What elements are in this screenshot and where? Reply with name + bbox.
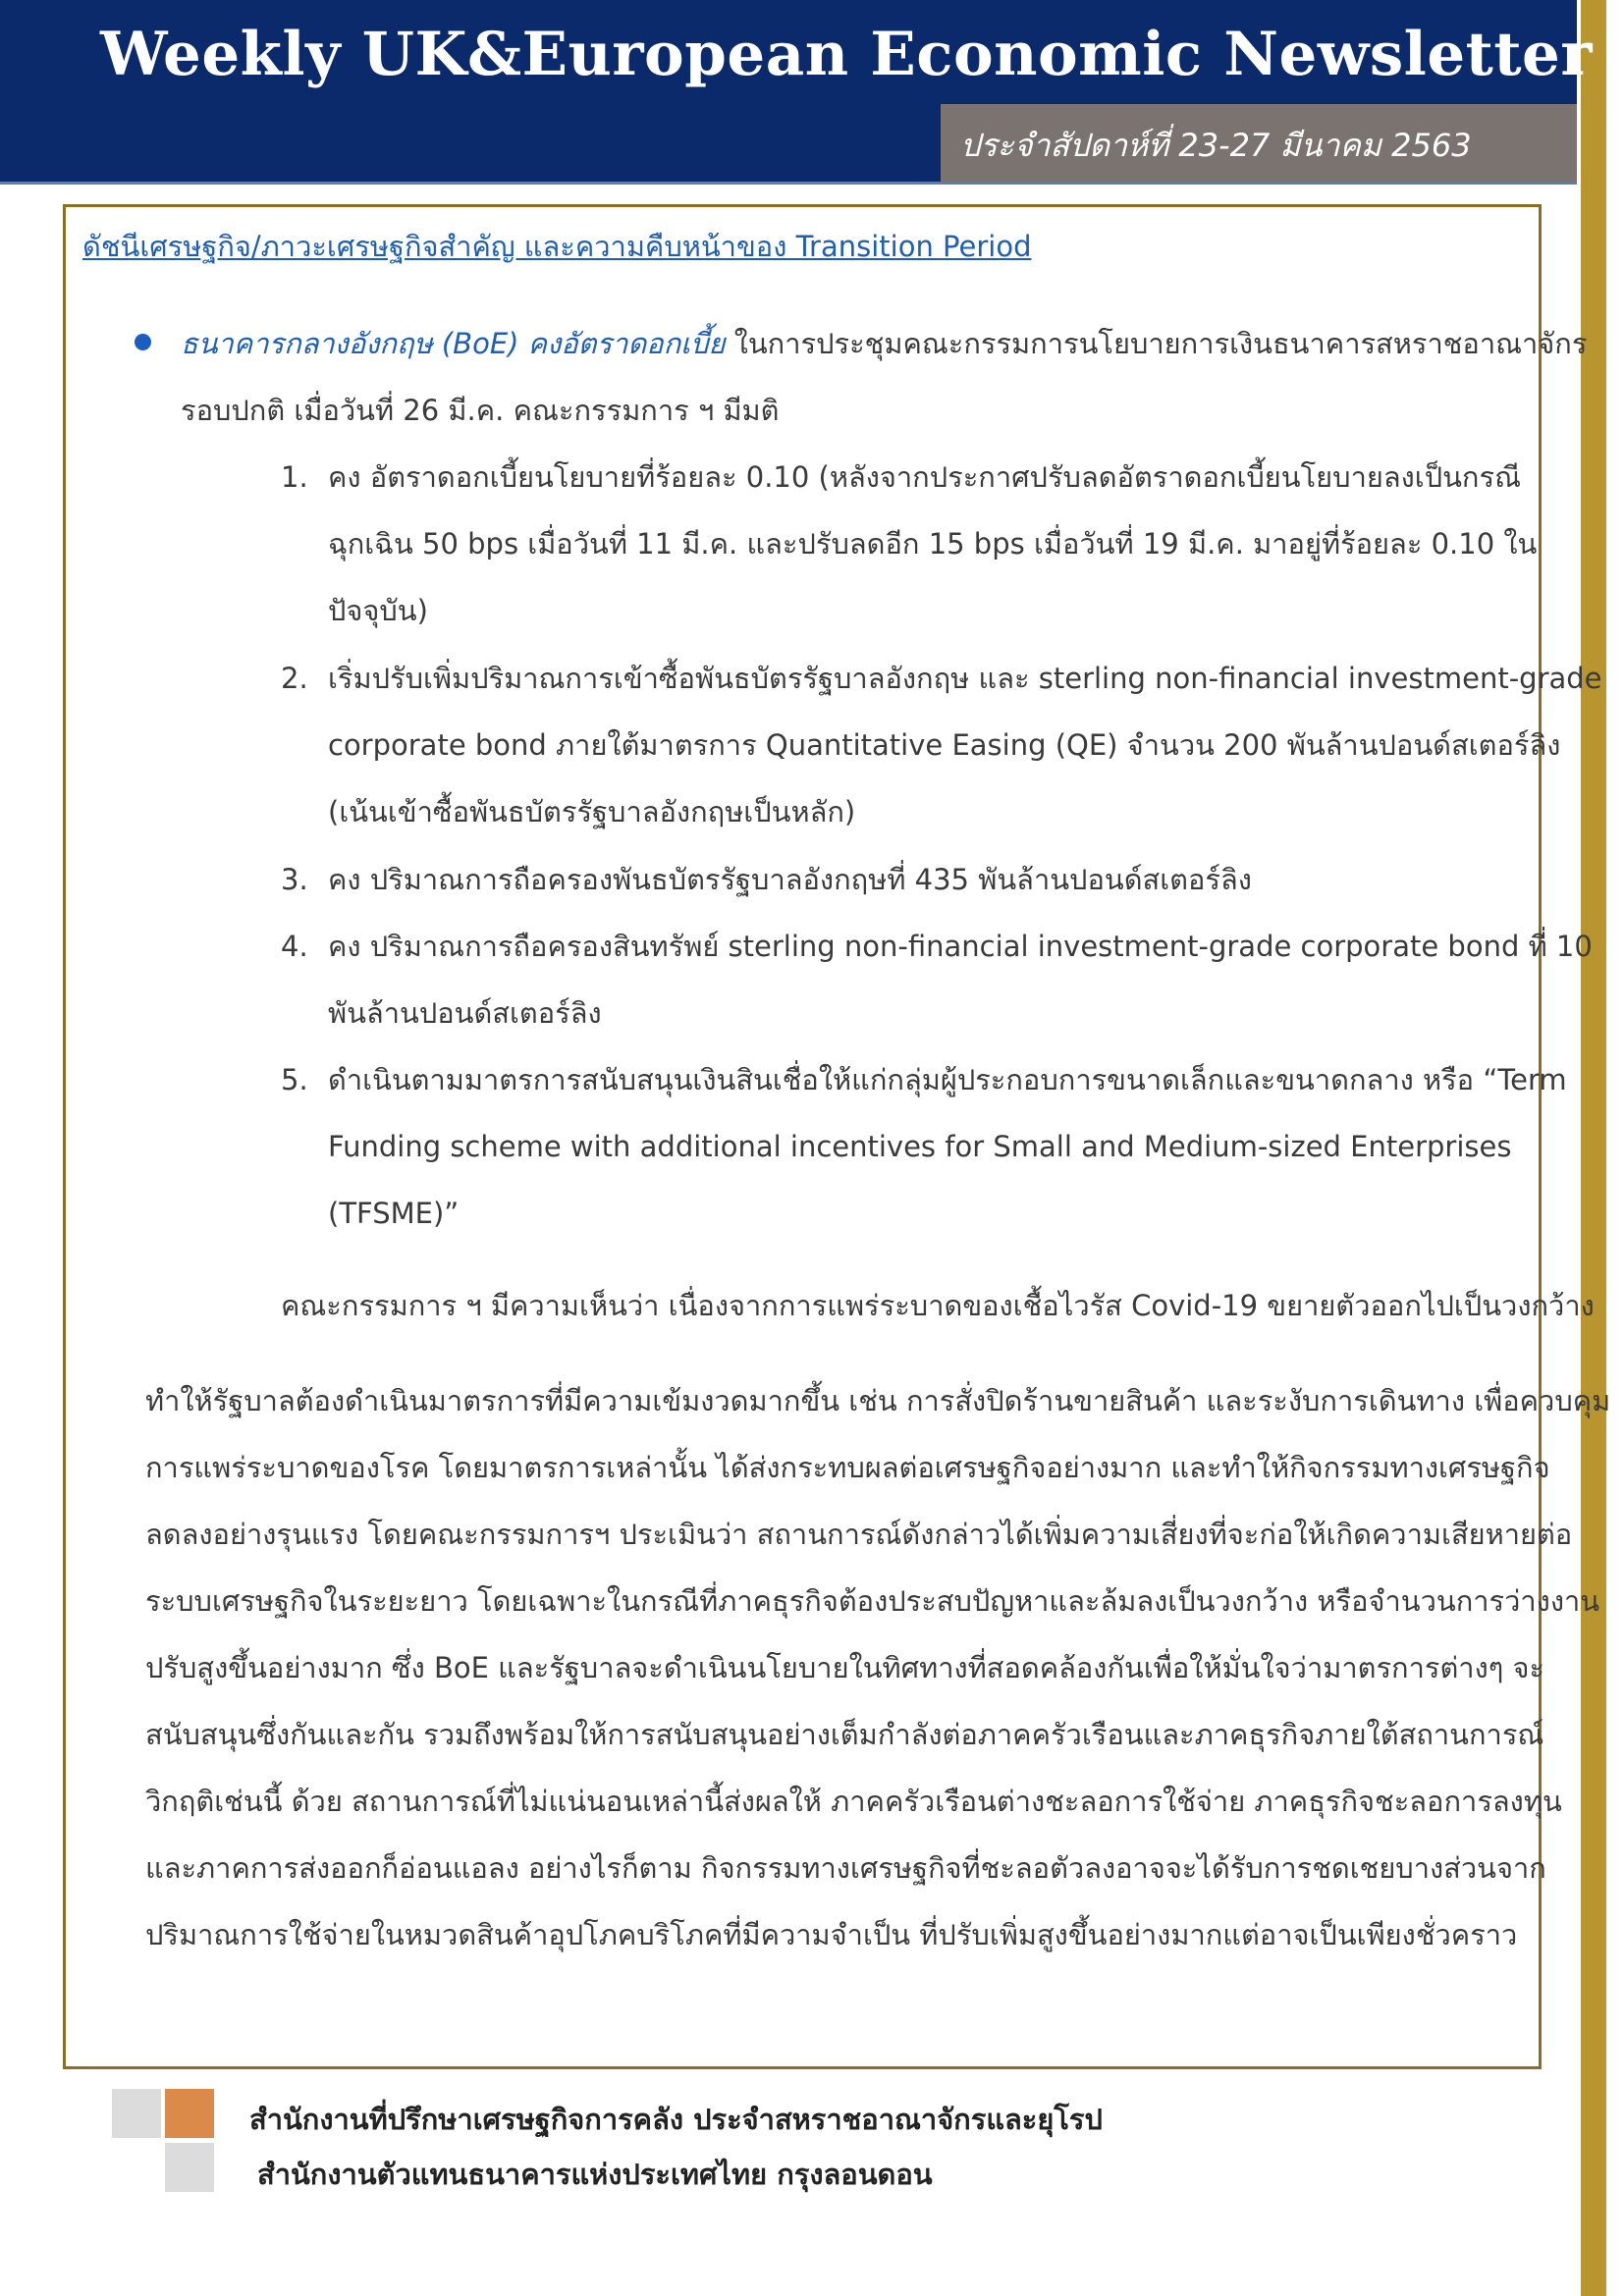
paragraph-line: ทำให้รัฐบาลต้องดำเนินมาตรการที่มีความเข้มงวดมากขึ้น เช่น การสั่งปิดร้านขายสินค้า และระงับการเดินทาง เพื่อควบคุม [145,1384,1611,1417]
bullet-line-2: รอบปกติ เมื่อวันที่ 26 มี.ค. คณะกรรมการ ฯ มีมติ [181,394,780,427]
logo-square-gray-icon [112,2089,161,2138]
list-item-line: ปัจจุบัน) [328,594,428,627]
list-item-line: ฉุกเฉิน 50 bps เมื่อวันที่ 11 มี.ค. และปรับลดอีก 15 bps เมื่อวันที่ 19 มี.ค. มาอยู่ที่ร้อยละ 0.10 ใน [328,527,1538,561]
bullet-highlight: ธนาคารกลางอังกฤษ (BoE) คงอัตราดอกเบี้ย [181,327,726,360]
bullet-line-1 [181,324,1587,363]
paragraph-line: และภาคการส่งออกก็อ่อนแอลง อย่างไรก็ตาม กิจกรรมทางเศรษฐกิจที่ชะลอตัวลงอาจจะได้รับการชดเชยบางส่วนจาก [145,1851,1546,1885]
list-item-number: 3. [281,863,308,896]
section-heading-link[interactable]: ดัชนีเศรษฐกิจ/ภาวะเศรษฐกิจสำคัญ และความคืบหน้าของ Transition Period [82,230,1032,263]
list-item-line: คง ปริมาณการถือครองสินทรัพย์ sterling non-financial investment-grade corporate bond ที่ 10 [328,930,1593,963]
header-banner [0,0,1593,185]
paragraph-line: ระบบเศรษฐกิจในระยะยาว โดยเฉพาะในกรณีที่ภาคธุรกิจต้องประสบปัญหาและล้มลงเป็นวงกว้าง หรือจำนวนการว่างงาน [145,1584,1600,1618]
week-label: ประจำสัปดาห์ที่ 23-27 มีนาคม 2563 [960,127,1472,164]
list-item-number: 2. [281,662,308,695]
list-item-line: Funding scheme with additional incentives for Small and Medium-sized Enterprises [328,1130,1512,1163]
logo-square-orange-icon [165,2089,214,2138]
list-item-line: corporate bond ภายใต้มาตรการ Quantitative Easing (QE) จำนวน 200 พันล้านปอนด์สเตอร์ลิง [328,728,1561,762]
list-item-line: (เน้นเข้าซื้อพันธบัตรรัฐบาลอังกฤษเป็นหลัก) [328,795,856,828]
list-item-line: คง ปริมาณการถือครองพันธบัตรรัฐบาลอังกฤษที่ 435 พันล้านปอนด์สเตอร์ลิง [328,863,1252,896]
list-item-line: ดำเนินตามมาตรการสนับสนุนเงินสินเชื่อให้แก่กลุ่มผู้ประกอบการขนาดเล็กและขนาดกลาง หรือ “Term [328,1063,1567,1096]
paragraph-line: การแพร่ระบาดของโรค โดยมาตรการเหล่านั้น ได้ส่งกระทบผลต่อเศรษฐกิจอย่างมาก และทำให้กิจกรรมทางเศรษฐกิจ [145,1451,1550,1484]
bullet-dot-icon [135,334,151,350]
list-item-number: 1. [281,460,308,494]
list-item-number: 4. [281,930,308,963]
paragraph-line: วิกฤติเช่นนี้ ด้วย สถานการณ์ที่ไม่แน่นอนเหล่านี้ส่งผลให้ ภาคครัวเรือนต่างชะลอการใช้จ่าย ภาคธุรกิจชะลอการลงทุน [145,1785,1562,1818]
footer-office-2: สำนักงานตัวแทนธนาคารแห่งประเทศไทย กรุงลอนดอน [257,2158,933,2191]
paragraph-line: ปริมาณการใช้จ่ายในหมวดสินค้าอุปโภคบริโภคที่มีความจำเป็น ที่ปรับเพิ่มสูงขึ้นอย่างมากแต่อาจเป็นเพียงชั่วคราว [145,1918,1518,1951]
list-item-line: (TFSME)” [328,1197,460,1230]
logo-square-gray-icon [165,2143,214,2192]
list-item-line: พันล้านปอนด์สเตอร์ลิง [328,996,602,1030]
paragraph-line: สนับสนุนซึ่งกันและกัน รวมถึงพร้อมให้การสนับสนุนอย่างเต็มกำลังต่อภาคครัวเรือนและภาคธุรกิจภายใต้สถานการณ์ [145,1718,1544,1751]
list-item-number: 5. [281,1063,308,1096]
newsletter-title: Weekly UK&European Economic Newsletter [100,20,1593,89]
paragraph-line: คณะกรรมการ ฯ มีความเห็นว่า เนื่องจากการแพร่ระบาดของเชื้อไวรัส Covid-19 ขยายตัวออกไปเป็นวงกว้าง [281,1289,1595,1322]
bullet-line-1-rest: ในการประชุมคณะกรรมการนโยบายการเงินธนาคารสหราชอาณาจักร [725,327,1588,360]
list-item-line: คง อัตราดอกเบี้ยนโยบายที่ร้อยละ 0.10 (หลังจากประกาศปรับลดอัตราดอกเบี้ยนโยบายลงเป็นกรณี [328,460,1521,494]
footer-office-1: สำนักงานที่ปรึกษาเศรษฐกิจการคลัง ประจำสหราชอาณาจักรและยุโรป [249,2103,1103,2136]
paragraph-line: ปรับสูงขึ้นอย่างมาก ซึ่ง BoE และรัฐบาลจะดำเนินนโยบายในทิศทางที่สอดคล้องกันเพื่อให้มั่นใจว่ามาตรการต่างๆ จะ [145,1651,1545,1684]
list-item-line: เริ่มปรับเพิ่มปริมาณการเข้าซื้อพันธบัตรรัฐบาลอังกฤษ และ sterling non-financial investment-grade [328,662,1602,695]
week-label-box [941,104,1577,183]
paragraph-line: ลดลงอย่างรุนแรง โดยคณะกรรมการฯ ประเมินว่า สถานการณ์ดังกล่าวได้เพิ่มความเสี่ยงที่จะก่อให้เกิดความเสียหายต่อ [145,1518,1573,1551]
